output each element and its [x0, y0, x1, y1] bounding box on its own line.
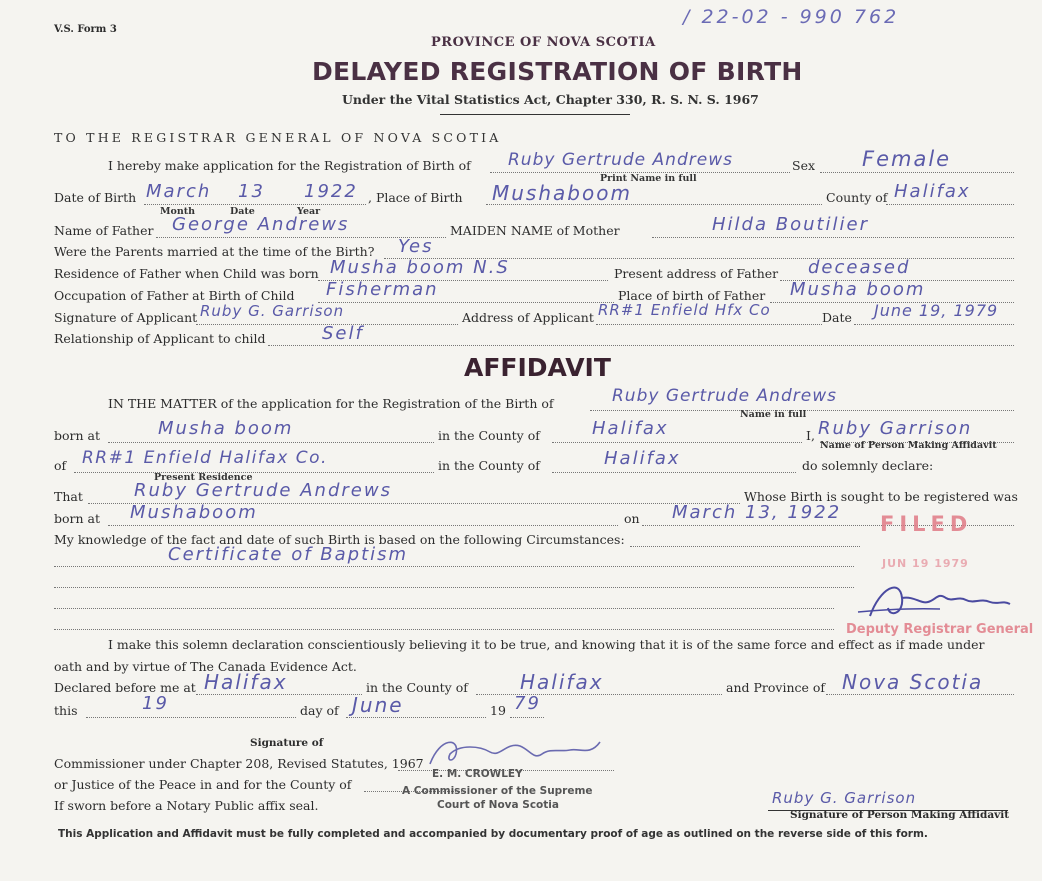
declarant-sig-label: Signature of Person Making Affidavit [790, 809, 1010, 821]
declared-at-field[interactable]: Halifax [204, 670, 288, 694]
residence-label: Residence of Father when Child was born [54, 266, 319, 281]
county-label: County of [826, 190, 888, 205]
residence-field[interactable]: Musha boom N.S [330, 257, 510, 278]
dob-month-field[interactable]: March [146, 181, 212, 202]
dob-line [144, 204, 366, 205]
registrar-line: TO THE REGISTRAR GENERAL OF NOVA SCOTIA [54, 130, 502, 145]
matter-name-field[interactable]: Ruby Gertrude Andrews [612, 386, 837, 406]
relationship-field[interactable]: Self [322, 323, 364, 344]
matter-label: IN THE MATTER of the application for the Registration of the Birth of [108, 396, 554, 411]
relationship-line [268, 345, 1014, 346]
father-pob-field[interactable]: Musha boom [790, 279, 926, 300]
that-name-field[interactable]: Ruby Gertrude Andrews [134, 480, 392, 501]
aff-county2-field[interactable]: Halifax [604, 448, 681, 469]
date-line [854, 324, 1014, 325]
circumstance-field[interactable]: Certificate of Baptism [168, 544, 409, 565]
commissioner-court-stamp: Court of Nova Scotia [437, 799, 559, 811]
declarant-hint: Name of Person Making Affidavit [820, 440, 997, 451]
solemn-line-2: oath and by virtue of The Canada Evidence Act. [54, 659, 357, 674]
justice-label: or Justice of the Peace in and for the County of [54, 777, 352, 792]
pob-label: , Place of Birth [368, 190, 463, 205]
day-line [86, 717, 296, 718]
knowledge-line [630, 546, 860, 547]
day-of-label: day of [300, 703, 339, 718]
year-prefix: 19 [490, 703, 506, 718]
reference-number: / 22-02 - 990 762 [683, 6, 900, 28]
circumstance-line-4 [54, 629, 834, 630]
mother-line [652, 237, 1014, 238]
born-at-field[interactable]: Musha boom [158, 418, 294, 439]
mother-label: MAIDEN NAME of Mother [450, 223, 620, 238]
aff-county-field[interactable]: Halifax [592, 418, 669, 439]
deputy-registrar-stamp: Deputy Registrar General [846, 622, 1034, 637]
aff-county-line [552, 442, 802, 443]
occupation-label: Occupation of Father at Birth of Child [54, 288, 295, 303]
province-line [826, 694, 1014, 695]
month-field[interactable]: June [352, 693, 404, 717]
county3-label: in the County of [366, 680, 468, 695]
declared-at-line [196, 694, 362, 695]
commissioner-signature-icon [410, 732, 610, 772]
intro-label: I hereby make application for the Registration of Birth of [108, 158, 471, 173]
that-label: That [54, 489, 83, 504]
married-field[interactable]: Yes [398, 236, 434, 257]
address-label: Address of Applicant [462, 310, 594, 325]
address-field[interactable]: RR#1 Enfield Hfx Co [598, 301, 771, 319]
commissioner-label: Commissioner under Chapter 208, Revised Statutes, 1967 [54, 756, 424, 771]
residence-aff-line [74, 472, 434, 473]
residence-hint: Present Residence [154, 472, 253, 483]
form-number: V.S. Form 3 [54, 24, 117, 35]
sex-line [820, 172, 1014, 173]
born-at2-label: born at [54, 511, 101, 526]
name-hint: Name in full [740, 409, 807, 420]
occupation-line [318, 302, 614, 303]
commissioner-title-stamp: A Commissioner of the Supreme [402, 785, 593, 797]
date-hint: Date [230, 206, 255, 217]
dob-year-field[interactable]: 1922 [304, 181, 358, 202]
relationship-label: Relationship of Applicant to child [54, 331, 266, 346]
province-field[interactable]: Nova Scotia [842, 670, 984, 694]
born-at-line [108, 442, 434, 443]
print-name-hint: Print Name in full [600, 173, 697, 184]
present-address-field[interactable]: deceased [808, 257, 911, 278]
dob-label: Date of Birth [54, 190, 137, 205]
born-at2-line [108, 525, 618, 526]
father-pob-label: Place of birth of Father [618, 288, 766, 303]
whose-label: Whose Birth is sought to be registered was [744, 489, 1018, 504]
mother-field[interactable]: Hilda Boutilier [712, 214, 870, 235]
dob-day-field[interactable]: 13 [238, 181, 265, 202]
title-rule [440, 114, 630, 115]
declarant-signature[interactable]: Ruby G. Garrison [772, 789, 917, 807]
sig-of-label: Signature of [250, 737, 324, 749]
knowledge-label: My knowledge of the fact and date of such Birth is based on the following Circumstances: [54, 532, 625, 547]
footer-note: This Application and Affidavit must be fully completed and accompanied by documentary proof of age as outlined on the reverse side of this form. [58, 828, 928, 840]
filed-date-stamp: JUN 19 1979 [882, 557, 969, 570]
aff-county2-line [552, 472, 796, 473]
month-line [346, 717, 486, 718]
present-address-label: Present address of Father [614, 266, 779, 281]
applicant-signature[interactable]: Ruby G. Garrison [200, 302, 345, 320]
sex-label: Sex [792, 158, 816, 173]
child-name-field[interactable]: Ruby Gertrude Andrews [508, 150, 733, 170]
declared-label: Declared before me at [54, 680, 196, 695]
county-field[interactable]: Halifax [894, 181, 971, 202]
province-heading: PROVINCE OF NOVA SCOTIA [431, 35, 656, 50]
father-label: Name of Father [54, 223, 154, 238]
date-label: Date [822, 310, 852, 325]
date-field[interactable]: June 19, 1979 [874, 301, 999, 320]
filed-stamp: FILED [880, 512, 973, 536]
county-line [886, 204, 1014, 205]
year-hint: Year [297, 206, 321, 217]
born-at2-field[interactable]: Mushaboom [130, 502, 258, 523]
born-at-label: born at [54, 428, 101, 443]
county3-line [476, 694, 722, 695]
father-field[interactable]: George Andrews [172, 214, 350, 235]
sex-field[interactable]: Female [862, 147, 952, 171]
act-subtitle: Under the Vital Statistics Act, Chapter 330, R. S. N. S. 1967 [342, 92, 759, 107]
declarant-field[interactable]: Ruby Garrison [818, 418, 973, 439]
declare-label: do solemnly declare: [802, 458, 934, 473]
pob-field[interactable]: Mushaboom [492, 181, 632, 205]
married-label: Were the Parents married at the time of the Birth? [54, 244, 375, 259]
circumstance-line-3 [54, 608, 834, 609]
registrar-signature-icon [840, 568, 1020, 628]
on-label: on [624, 511, 640, 526]
circumstance-line-1 [54, 566, 854, 567]
month-hint: Month [160, 206, 196, 217]
year-field[interactable]: 79 [514, 693, 541, 714]
county3-field[interactable]: Halifax [520, 670, 604, 694]
aff-county-label: in the County of [438, 428, 540, 443]
day-field[interactable]: 19 [142, 693, 169, 714]
province-label: and Province of [726, 680, 826, 695]
solemn-line-1: I make this solemn declaration conscientiously believing it to be true, and knowing that it is of the same force and effect as if made under [108, 637, 985, 652]
circumstance-line-2 [54, 587, 854, 588]
residence-aff-field[interactable]: RR#1 Enfield Halifax Co. [82, 448, 328, 468]
affidavit-heading: AFFIDAVIT [464, 353, 611, 382]
year-line [510, 717, 544, 718]
commissioner-name-stamp: E. M. CROWLEY [432, 768, 523, 780]
sig-label: Signature of Applicant [54, 310, 198, 325]
aff-county2-label: in the County of [438, 458, 540, 473]
born-on-field[interactable]: March 13, 1922 [672, 502, 842, 523]
notary-label: If sworn before a Notary Public affix seal. [54, 798, 319, 813]
i-label: I, [806, 428, 815, 443]
of-label: of [54, 458, 67, 473]
occupation-field[interactable]: Fisherman [326, 279, 439, 300]
this-label: this [54, 703, 78, 718]
form-title: DELAYED REGISTRATION OF BIRTH [312, 57, 803, 86]
address-line [596, 324, 822, 325]
